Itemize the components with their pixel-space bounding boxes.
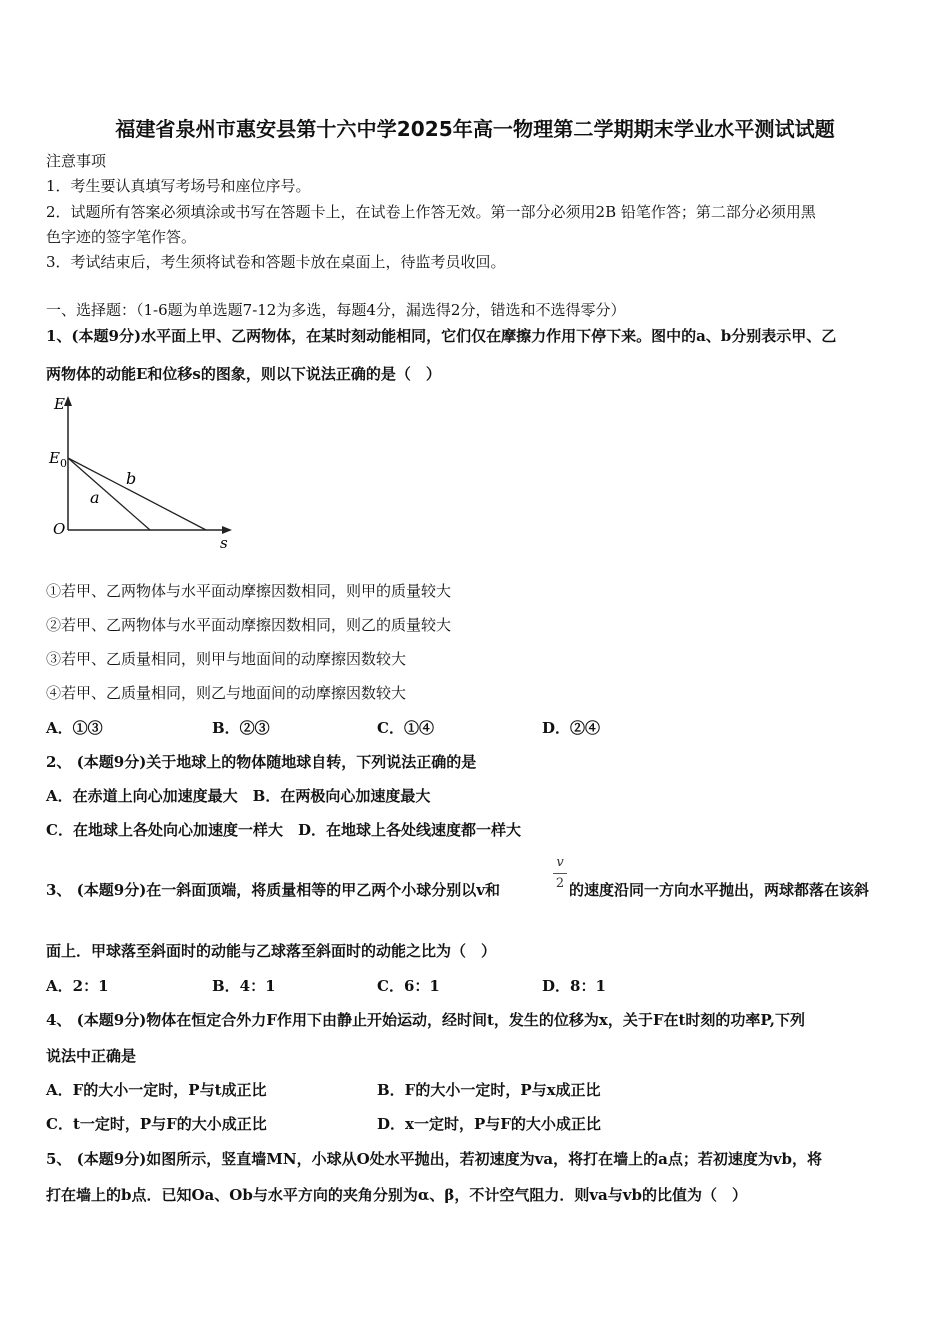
notice-item-2-cont: 色字迹的签字笔作答。 (46, 228, 197, 246)
section-heading: 一、选择题：（1-6题为单选题7-12为多选，每题4分，漏选得2分，错选和不选得零分） (46, 301, 626, 319)
q1-statement-3: ③若甲、乙质量相同，则甲与地面间的动摩擦因数较大 (46, 650, 407, 668)
q5-stem-line1: 5、 (本题9分)如图所示，竖直墙MN，小球从O处水平抛出，若初速度为va，将打在墙上的a点；若初速度为vb，将 (46, 1150, 823, 1168)
q1-stem-line1: 1、(本题9分)水平面上甲、乙两物体，在某时刻动能相同，它们仅在摩擦力作用下停下来。图中的a、b分别表示甲、乙 (46, 327, 837, 345)
q1-stem-line2: 两物体的动能E和位移s的图象，则以下说法正确的是（ ） (46, 365, 441, 383)
q3-fraction-bar (553, 873, 567, 874)
q1-graph-x-arrow (222, 526, 232, 534)
q1-graph-label-b: b (126, 469, 137, 488)
q3-stem-part2: 的速度沿同一方向水平抛出，两球都落在该斜 (569, 881, 870, 899)
q1-option-b: B．②③ (212, 719, 270, 737)
q3-option-d: D．8：1 (542, 977, 606, 995)
q3-stem-line2: 面上．甲球落至斜面时的动能与乙球落至斜面时的动能之比为（ ） (46, 942, 497, 960)
q3-option-c: C．6：1 (377, 977, 440, 995)
notice-item-2: 2．试题所有答案必须填涂或书写在答题卡上，在试卷上作答无效。第一部分必须用2B 铅笔作答；第二部分必须用黑 (46, 203, 816, 221)
q2-options-row1: A．在赤道上向心加速度最大 B．在两极向心加速度最大 (46, 787, 431, 805)
q3-stem-part1: 3、 (本题9分)在一斜面顶端，将质量相等的甲乙两个小球分别以v和 (46, 881, 501, 899)
q1-option-d: D．②④ (542, 719, 601, 737)
q1-graph-y-label: E (54, 395, 65, 413)
notice-item-1: 1．考生要认真填写考场号和座位序号。 (46, 177, 311, 195)
q1-graph-origin-label: O (53, 520, 66, 538)
notice-item-3: 3．考试结束后，考生须将试卷和答题卡放在桌面上，待监考员收回。 (46, 253, 506, 271)
q1-graph-x-label: s (220, 534, 228, 552)
q1-option-c: C．①④ (377, 719, 434, 737)
q4-option-c: C．t一定时，P与F的大小成正比 (46, 1115, 267, 1133)
q1-statement-2: ②若甲、乙两物体与水平面动摩擦因数相同，则乙的质量较大 (46, 616, 452, 634)
q3-option-b: B．4：1 (212, 977, 276, 995)
page-title: 福建省泉州市惠安县第十六中学2025年高一物理第二学期期末学业水平测试试题 (115, 117, 835, 141)
q3-option-a: A．2：1 (46, 977, 109, 995)
notice-heading: 注意事项 (46, 152, 107, 170)
q1-graph-e0-label: $E_0$ (49, 449, 67, 470)
q4-option-d: D．x一定时，P与F的大小成正比 (377, 1115, 601, 1133)
q1-graph-label-a: a (90, 488, 100, 507)
q4-stem-line1: 4、 (本题9分)物体在恒定合外力F作用下由静止开始运动，经时间t，发生的位移为x，关于F在t时刻的功率P,下列 (46, 1011, 805, 1029)
q4-option-a: A．F的大小一定时，P与t成正比 (46, 1081, 267, 1099)
q1-statement-4: ④若甲、乙质量相同，则乙与地面间的动摩擦因数较大 (46, 684, 407, 702)
q1-option-a: A．①③ (46, 719, 103, 737)
q2-stem: 2、 (本题9分)关于地球上的物体随地球自转，下列说法正确的是 (46, 753, 477, 771)
q3-fraction-denominator: 2 (555, 876, 565, 891)
q4-stem-line2: 说法中正确是 (46, 1047, 137, 1065)
q2-options-row2: C．在地球上各处向心加速度一样大 D．在地球上各处线速度都一样大 (46, 821, 521, 839)
q1-statement-1: ①若甲、乙两物体与水平面动摩擦因数相同，则甲的质量较大 (46, 582, 452, 600)
q1-graph-y-arrow (64, 396, 72, 406)
q3-fraction (553, 855, 567, 892)
q4-option-b: B．F的大小一定时，P与x成正比 (377, 1081, 601, 1099)
q1-graph (44, 392, 244, 552)
q5-stem-line2: 打在墙上的b点．已知Oa、Ob与水平方向的夹角分别为α、β，不计空气阻力．则va与vb的比值为（ ） (46, 1186, 747, 1204)
q3-fraction-numerator: v (556, 855, 564, 870)
